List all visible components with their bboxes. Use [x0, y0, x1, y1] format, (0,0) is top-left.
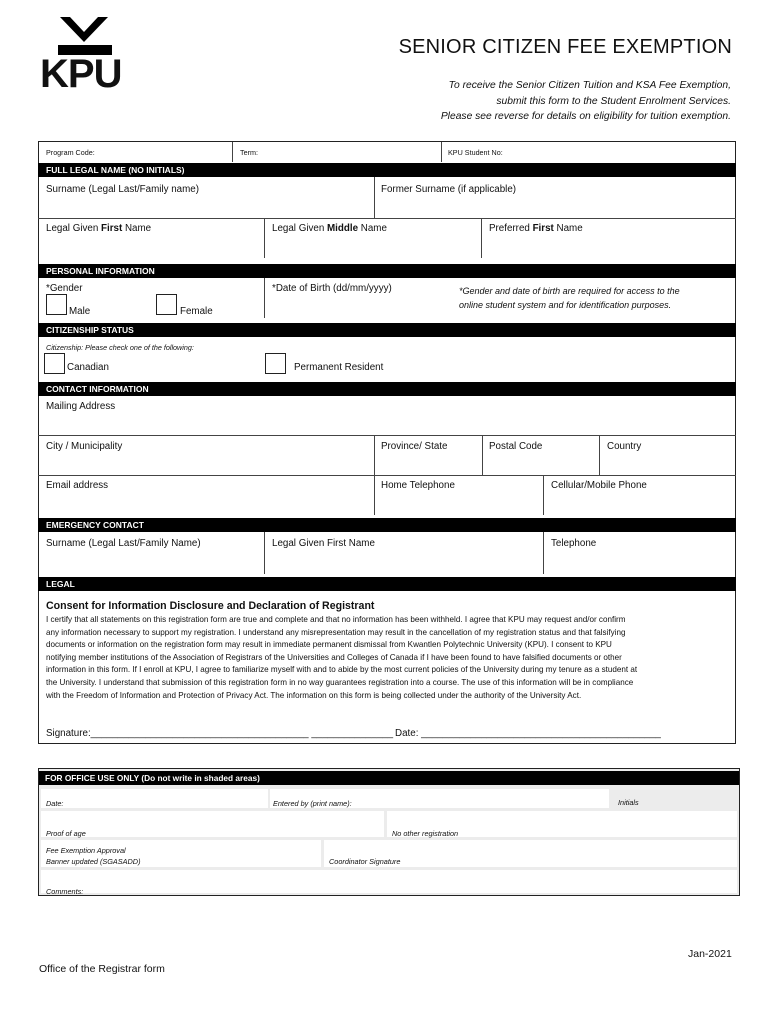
- section-heading-emergency: EMERGENCY CONTACT: [38, 518, 736, 532]
- section-heading-personal: PERSONAL INFORMATION: [38, 264, 736, 278]
- form-version-date: Jan-2021: [688, 948, 732, 960]
- gender-male-checkbox[interactable]: [46, 294, 67, 315]
- section-heading-office-use: FOR OFFICE USE ONLY (Do not write in shaded areas): [39, 771, 739, 785]
- section-heading-legal-name: FULL LEGAL NAME (NO INITIALS): [38, 163, 736, 177]
- consent-line: I certify that all statements on this registration form are true and complete and that no information has been withheld. I agree that KPU may request and/or confirm: [46, 615, 626, 624]
- given-middle-name-label-bold: Middle: [327, 223, 359, 234]
- section-heading-legal: LEGAL: [38, 577, 736, 591]
- date-of-birth-field[interactable]: *Date of Birth (dd/mm/yyyy): [272, 283, 392, 294]
- consent-line: the University. I understand that submission of this registration form in no way guarantees registration into a course. The use of this information will be in compliance: [46, 677, 634, 687]
- office-banner-updated[interactable]: Banner updated (SGASADD): [46, 857, 141, 866]
- given-first-name-label-pre: Legal Given: [46, 223, 102, 234]
- former-surname-field[interactable]: Former Surname (if applicable): [381, 184, 517, 195]
- registrar-form-label: Office of the Registrar form: [39, 963, 165, 975]
- signature-field[interactable]: Signature:________________________________________ _______________: [46, 728, 394, 739]
- home-telephone-field[interactable]: Home Telephone: [381, 480, 455, 491]
- canadian-label: Canadian: [67, 362, 109, 373]
- consent-line: any information necessary to support my registration. I understand any misrepresentation may result in the cancellation of my registration status and that falsifying: [46, 627, 626, 637]
- country-field[interactable]: Country: [607, 441, 642, 452]
- given-middle-name-label-pre: Legal Given: [272, 223, 328, 234]
- section-heading-citizenship: CITIZENSHIP STATUS: [38, 323, 736, 337]
- office-entered-by-field[interactable]: Entered by (print name):: [273, 799, 352, 808]
- given-first-name-label-post: Name: [122, 223, 152, 234]
- office-proof-of-age-field[interactable]: Proof of age: [46, 829, 86, 838]
- province-field[interactable]: Province/ State: [381, 441, 448, 452]
- cellular-phone-field[interactable]: Cellular/Mobile Phone: [551, 480, 647, 491]
- office-fee-exemption-approval[interactable]: Fee Exemption Approval: [46, 846, 126, 855]
- preferred-name-label-pre: Preferred: [489, 223, 533, 234]
- citizenship-instruction: Citizenship: Please check one of the following:: [46, 343, 194, 352]
- gender-female-label: Female: [180, 306, 213, 317]
- student-number-field[interactable]: KPU Student No:: [448, 148, 503, 157]
- canadian-checkbox[interactable]: [44, 353, 65, 374]
- gender-label: *Gender: [46, 283, 83, 294]
- preferred-name-label-post: Name: [553, 223, 583, 234]
- consent-line: notifying member institutions of the Association of Registrars of the Universities and Colleges of Canada if I have been found to have falsified documents or other: [46, 652, 622, 662]
- emergency-given-name-field[interactable]: Legal Given First Name: [272, 538, 375, 549]
- city-field[interactable]: City / Municipality: [46, 441, 123, 452]
- gender-female-checkbox[interactable]: [156, 294, 177, 315]
- required-note-line-1: *Gender and date of birth are required for access to the: [459, 286, 680, 296]
- emergency-surname-field[interactable]: Surname (Legal Last/Family Name): [46, 538, 201, 549]
- section-heading-contact: CONTACT INFORMATION: [38, 382, 736, 396]
- required-note-line-2: online student system and for identification purposes.: [459, 300, 672, 310]
- office-coordinator-signature[interactable]: Coordinator Signature: [329, 857, 401, 866]
- intro-line-1: To receive the Senior Citizen Tuition and KSA Fee Exemption,: [448, 80, 731, 91]
- consent-heading: Consent for Information Disclosure and Declaration of Registrant: [46, 600, 375, 612]
- given-first-name-field[interactable]: [46, 223, 151, 234]
- consent-line: information in this form. If I enroll at KPU, I agree to familiarize myself with and to abide by the most current policies of the University during my tenure as a student at: [46, 665, 638, 675]
- postal-code-field[interactable]: Postal Code: [489, 441, 543, 452]
- preferred-first-name-field[interactable]: [489, 223, 583, 234]
- signature-date-field[interactable]: Date: ____________________________________________: [395, 728, 661, 739]
- permanent-resident-checkbox[interactable]: [265, 353, 286, 374]
- permanent-resident-label: Permanent Resident: [294, 362, 384, 373]
- emergency-telephone-field[interactable]: Telephone: [551, 538, 597, 549]
- given-first-name-label-bold: First: [101, 223, 123, 234]
- consent-line: documents or information on the registration form may result in immediate permanent dismissal from Kwantlen Polytechnic University (KPU). I consent to KPU: [46, 640, 612, 650]
- office-comments-field[interactable]: Comments:: [46, 887, 84, 896]
- program-code-field[interactable]: Program Code:: [46, 148, 95, 157]
- office-date-field[interactable]: Date:: [46, 799, 64, 808]
- office-initials-field[interactable]: Initials: [618, 798, 639, 807]
- email-field[interactable]: Email address: [46, 480, 109, 491]
- surname-field[interactable]: Surname (Legal Last/Family name): [46, 184, 200, 195]
- form-title: SENIOR CITIZEN FEE EXEMPTION: [398, 36, 732, 58]
- office-no-other-registration-field[interactable]: No other registration: [392, 829, 459, 838]
- mailing-address-field[interactable]: Mailing Address: [46, 401, 116, 412]
- gender-male-label: Male: [69, 306, 91, 317]
- kpu-logo: [40, 14, 126, 96]
- kpu-logo-text: KPU: [40, 52, 122, 96]
- preferred-name-label-bold: First: [532, 223, 554, 234]
- term-field[interactable]: Term:: [240, 148, 258, 157]
- consent-line: with the Freedom of Information and Protection of Privacy Act. The information on this form is being collected under the authority of the University Act.: [46, 690, 582, 700]
- consent-text: [46, 614, 730, 702]
- given-middle-name-field[interactable]: [272, 223, 387, 234]
- given-middle-name-label-post: Name: [358, 223, 387, 234]
- intro-line-3: Please see reverse for details on eligibility for tuition exemption.: [440, 111, 731, 122]
- intro-line-2: submit this form to the Student Enrolment Services.: [496, 96, 731, 107]
